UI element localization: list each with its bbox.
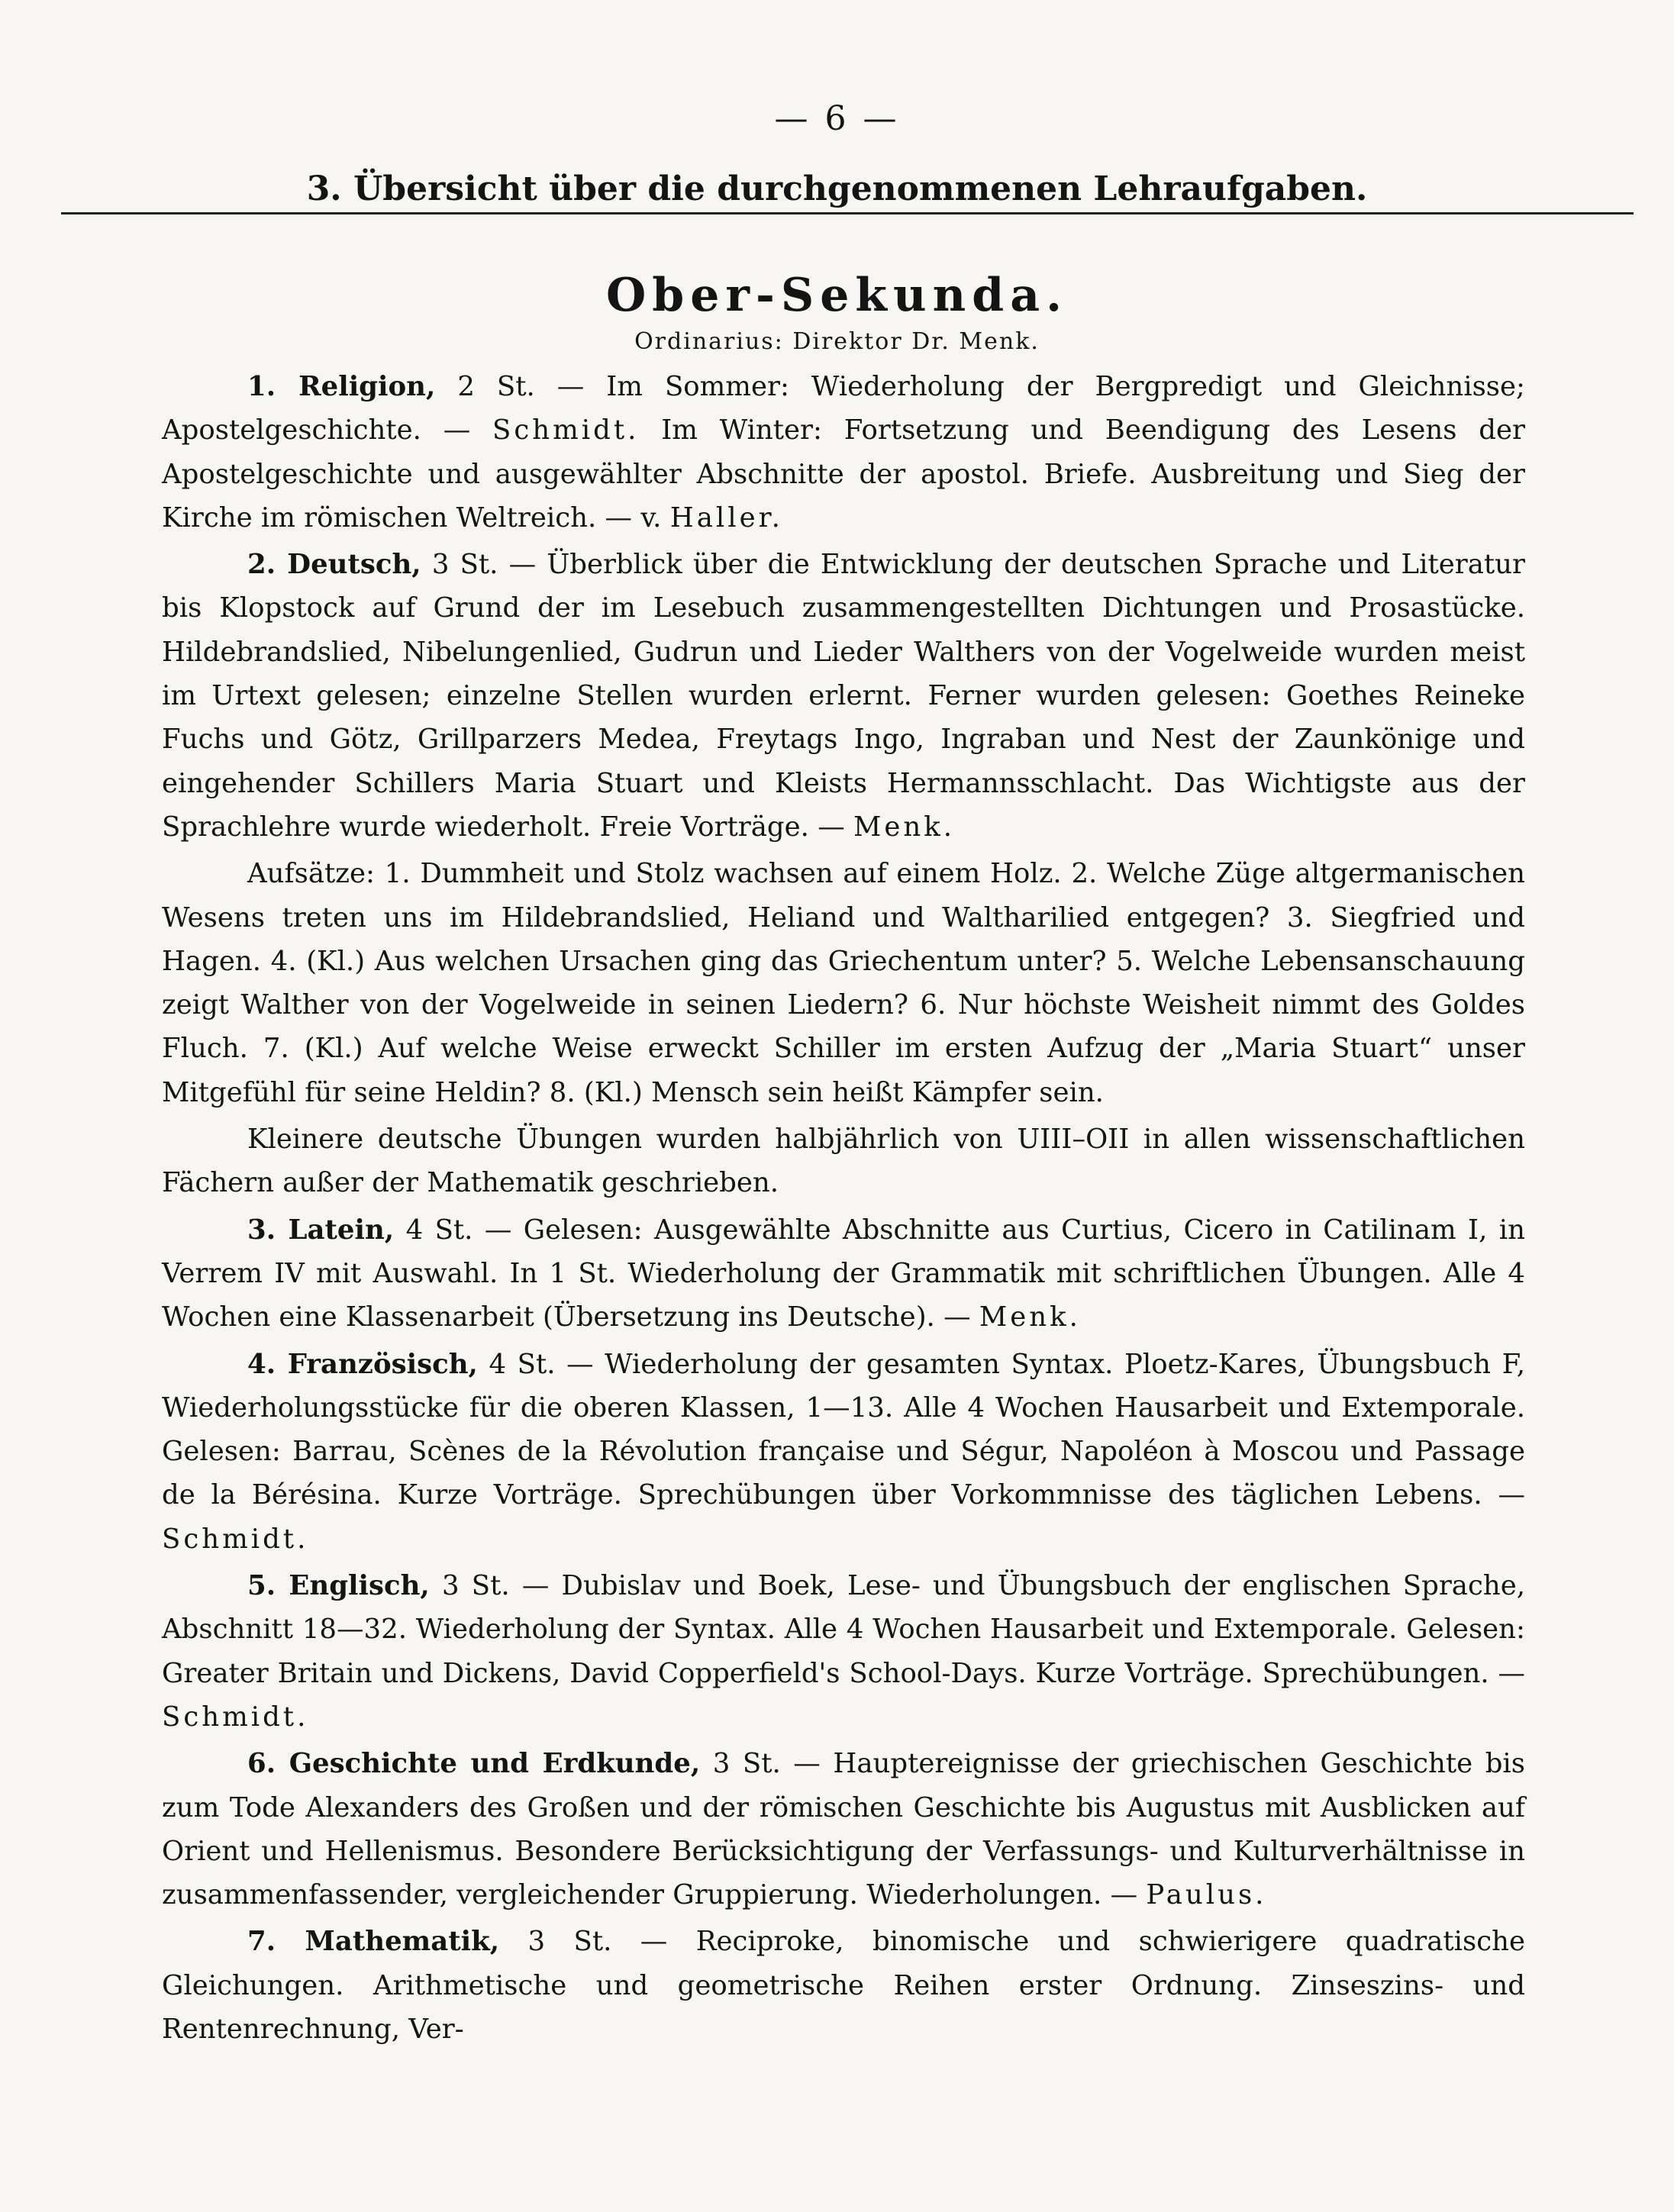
subject-title: 6. Geschichte und Erdkunde, [247, 1748, 701, 1780]
subject-religion [162, 365, 1525, 540]
subject-text: 3 St. — Reciproke, binomische und schwierigere quadratische Gleichungen. Arithmetische und geometrische Reihen erster Ordnung. Zinseszins- und Rentenrechnung, Ver- [162, 1926, 1525, 2045]
subject-text: Im Winter: Fortsetzung und Beendigung des Lesens der Apostelgeschichte und ausgewählter Abschnitte der apostol. Briefe. Ausbreitung und Sieg der Kirche im römischen Weltreich. — v. [162, 414, 1525, 534]
subject-title: 1. Religion, [247, 371, 436, 402]
subject-title: 7. Mathematik, [247, 1926, 500, 1958]
teacher-name: Haller. [669, 501, 783, 534]
teacher-name: Paulus. [1146, 1879, 1267, 1911]
section-heading: 3. Übersicht über die durchgenommenen Lehraufgaben. [306, 169, 1368, 208]
subject-mathematik [162, 1920, 1525, 2051]
subject-title: 4. Französisch, [247, 1348, 478, 1380]
lesson-content [162, 365, 1525, 2054]
subject-title: 3. Latein, [247, 1214, 395, 1246]
heading-rule [61, 212, 1634, 214]
subject-text: 2 St. — Im Sommer: Wiederholung der Bergpredigt und Gleichnisse; Apostelgeschichte. — [162, 371, 1525, 447]
teacher-name: Schmidt. [492, 414, 640, 447]
subject-text: 4 St. — Wiederholung der gesamten Syntax. Ploetz-Kares, Übungsbuch F, Wiederholungsstücke für die oberen Klassen, 1—13. Alle 4 Wochen Hausarbeit und Extemporale. Gelesen: Barrau, Scènes de la Révolution française und Ségur, Napoléon à Moscou und Passage de la Bérésina. Kurze Vorträge. Sprechübungen über Vorkommnisse des täglichen Lebens. — [162, 1348, 1525, 1511]
teacher-name: Menk. [979, 1301, 1081, 1333]
class-title: Ober-Sekunda. [606, 269, 1068, 322]
subject-franzoesisch [162, 1343, 1525, 1561]
subject-text: 3 St. — Dubislav und Boek, Lese- und Übungsbuch der englischen Sprache, Abschnitt 18—32. Wiederholung der Syntax. Alle 4 Wochen Hausarbeit und Extemporale. Gelesen: Greater Britain und Dickens, David Copperfield's School-Days. Kurze Vorträge. Sprechübungen. — [162, 1570, 1526, 1689]
paragraph-text: Aufsätze: 1. Dummheit und Stolz wachsen auf einem Holz. 2. Welche Züge altgermanischen Wesens treten uns im Hildebrandslied, Heliand und Waltharilied entgegen? 3. Siegfried und Hagen. 4. (Kl.) Aus welchen Ursachen ging das Griechentum unter? 5. Welche Lebensanschauung zeigt Walther von der Vogelweide in seinen Liedern? 6. Nur höchste Weisheit nimmt des Goldes Fluch. 7. (Kl.) Auf welche Weise erweckt Schiller im ersten Aufzug der „Maria Stuart“ unser Mitgefühl für seine Heldin? 8. (Kl.) Mensch sein heißt Kämpfer sein. [162, 858, 1525, 1108]
subject-englisch [162, 1564, 1525, 1739]
aufsaetze-paragraph [162, 852, 1525, 1114]
subject-text: 3 St. — Hauptereignisse der griechischen Geschichte bis zum Tode Alexanders des Großen und der römischen Geschichte bis Augustus mit Ausblicken auf Orient und Hellenismus. Besondere Berücksichtigung der Verfassungs- und Kulturverhältnisse in zusammenfassender, vergleichender Gruppierung. Wiederholungen. — [162, 1748, 1525, 1911]
subject-geschichte [162, 1742, 1525, 1917]
subject-title: 5. Englisch, [247, 1570, 430, 1602]
teacher-name: Menk. [853, 811, 956, 843]
uebungen-paragraph [162, 1117, 1525, 1205]
ordinarius-line: Ordinarius: Direktor Dr. Menk. [634, 328, 1040, 355]
subject-deutsch [162, 543, 1525, 849]
page-number: — 6 — [774, 99, 900, 138]
paragraph-text: Kleinere deutsche Übungen wurden halbjährlich von UIII–OII in allen wissenschaftlichen Fächern außer der Mathematik geschrieben. [162, 1124, 1525, 1199]
subject-title: 2. Deutsch, [247, 549, 421, 581]
teacher-name: Schmidt. [162, 1701, 309, 1733]
subject-text: 3 St. — Überblick über die Entwicklung der deutschen Sprache und Literatur bis Klopstock auf Grund der im Lesebuch zusammengestellten Dichtungen und Prosastücke. Hildebrandslied, Nibelungenlied, Gudrun und Lieder Walthers von der Vogelweide wurden meist im Urtext gelesen; einzelne Stellen wurden erlernt. Ferner wurden gelesen: Goethes Reineke Fuchs und Götz, Grillparzers Medea, Freytags Ingo, Ingraban und Nest der Zaunkönige und eingehender Schillers Maria Stuart und Kleists Hermannsschlacht. Das Wichtigste aus der Sprachlehre wurde wiederholt. Freie Vorträge. — [162, 549, 1525, 843]
subject-text: 4 St. — Gelesen: Ausgewählte Abschnitte aus Curtius, Cicero in Catilinam I, in Verrem IV mit Auswahl. In 1 St. Wiederholung der Grammatik mit schriftlichen Übungen. Alle 4 Wochen eine Klassenarbeit (Übersetzung ins Deutsche). — [162, 1214, 1526, 1333]
subject-latein [162, 1208, 1525, 1340]
teacher-name: Schmidt. [162, 1523, 309, 1555]
